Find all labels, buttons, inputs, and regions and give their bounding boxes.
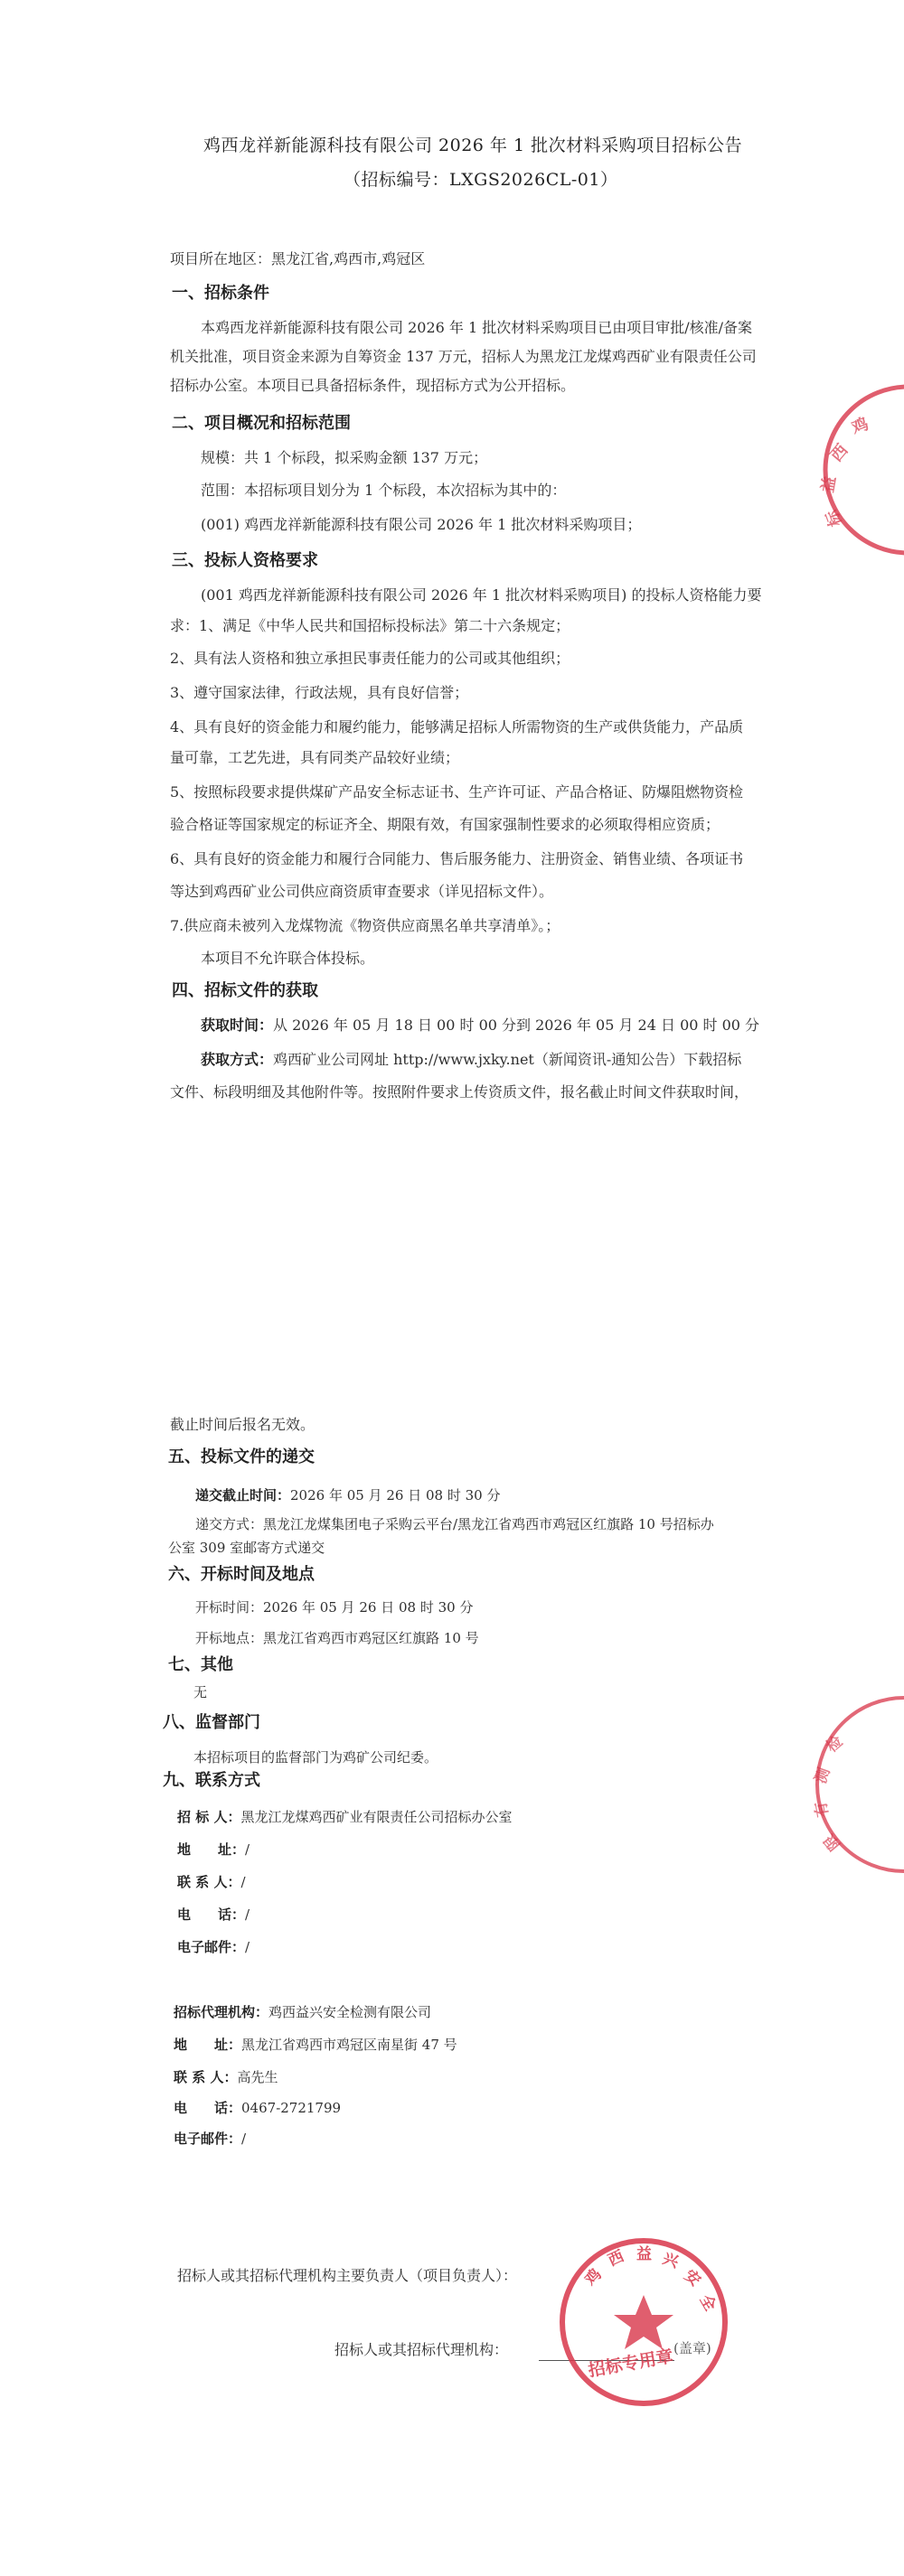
section-3-line-6: 量可靠，工艺先进，具有同类产品较好业绩； — [170, 749, 460, 766]
signature-line-organization: 招标人或其招标代理机构： — [334, 2341, 509, 2358]
opening-time — [195, 1597, 473, 1617]
red-seal-partial-top — [818, 379, 904, 560]
section-8-heading: 八、监督部门 — [163, 1713, 260, 1732]
agency-name-label: 招标代理机构： — [174, 2004, 269, 2020]
acquire-time-label: 获取时间： — [201, 1016, 274, 1034]
section-9-heading: 九、联系方式 — [163, 1771, 260, 1790]
agency-address-value: 黑龙江省鸡西市鸡冠区南星街 47 号 — [241, 2037, 457, 2053]
section-2-line-3: (001) 鸡西龙祥新能源科技有限公司 2026 年 1 批次材料采购项目； — [201, 516, 642, 533]
section-3-line-11: 7.供应商未被列入龙煤物流《物资供应商黑名单共享清单》。； — [170, 917, 560, 934]
tenderer-contact-label: 联 系 人： — [177, 1874, 241, 1890]
agency-phone-value: 0467-2721799 — [241, 2100, 342, 2116]
svg-text:西: 西 — [826, 440, 852, 466]
acquire-method-line-2: 文件、标段明细及其他附件等。按照附件要求上传资质文件，报名截止时间文件获取时间， — [170, 1083, 749, 1101]
section-8-text: 本招标项目的监督部门为鸡矿公司纪委。 — [193, 1749, 438, 1766]
section-2-heading: 二、项目概况和招标范围 — [172, 414, 351, 433]
svg-text:有: 有 — [812, 1800, 833, 1819]
red-seal-partial-middle — [805, 1690, 904, 1879]
section-3-line-1: (001 鸡西龙祥新能源科技有限公司 2026 年 1 批次材料采购项目) 的投标人资格能力要 — [201, 586, 762, 604]
acquire-time-value: 从 2026 年 05 月 18 日 00 时 00 分到 2026 年 05 月 24 日 00 时 00 分 — [273, 1016, 760, 1034]
agency-phone-label: 电 话： — [174, 2100, 242, 2116]
section-1-line-2: 机关批准，项目资金来源为自筹资金 137 万元，招标人为黑龙江龙煤鸡西矿业有限责任公司 — [170, 348, 757, 365]
section-3-line-4: 3、遵守国家法律，行政法规，具有良好信誉； — [170, 684, 469, 701]
section-3-line-5: 4、具有良好的资金能力和履约能力，能够满足招标人所需物资的生产或供货能力，产品质 — [170, 718, 744, 735]
tenderer-phone-label: 电 话： — [177, 1906, 246, 1923]
svg-text:兴: 兴 — [660, 2249, 682, 2272]
submission-method-line-2: 公室 309 室邮寄方式递交 — [168, 1540, 325, 1556]
svg-text:鸡: 鸡 — [849, 414, 871, 438]
document-acquire-method — [201, 1050, 741, 1070]
section-6-heading: 六、开标时间及地点 — [168, 1565, 315, 1584]
section-5-heading: 五、投标文件的递交 — [168, 1447, 315, 1466]
location-label: 项目所在地区： — [170, 250, 272, 267]
svg-text:益: 益 — [818, 474, 841, 494]
opening-place — [195, 1628, 479, 1648]
agency-contact-label: 联 系 人： — [174, 2069, 238, 2085]
signature-line-responsible: 招标人或其招标代理机构主要负责人（项目负责人）： — [177, 2267, 518, 2284]
agency-email-value: / — [241, 2131, 247, 2147]
document-title: 鸡西龙祥新能源科技有限公司 2026 年 1 批次材料采购项目招标公告 — [203, 136, 743, 155]
acquire-method-value: 鸡西矿业公司网址 http://www.jxky.net（新闻资讯-通知公告）下载招标 — [273, 1051, 742, 1068]
svg-text:测: 测 — [811, 1765, 834, 1786]
acquire-method-label: 获取方式： — [201, 1051, 274, 1068]
submission-deadline — [195, 1485, 500, 1505]
tenderer-contact — [177, 1872, 246, 1892]
seal-note: (盖章) — [673, 2340, 711, 2356]
submission-deadline-value: 2026 年 05 月 26 日 08 时 30 分 — [290, 1487, 501, 1503]
submission-method-label: 递交方式： — [195, 1516, 264, 1532]
section-3-line-7: 5、按照标段要求提供煤矿产品安全标志证书、生产许可证、产品合格证、防爆阻燃物资检 — [170, 783, 744, 801]
bid-number: （招标编号：LXGS2026CL-01） — [344, 170, 618, 190]
opening-place-label: 开标地点： — [195, 1630, 264, 1646]
opening-place-value: 黑龙江省鸡西市鸡冠区红旗路 10 号 — [263, 1630, 479, 1646]
section-4-heading: 四、招标文件的获取 — [172, 981, 318, 1000]
agency-contact-value: 高先生 — [237, 2069, 278, 2085]
agency-address-label: 地 址： — [174, 2037, 242, 2053]
tenderer-address-value: / — [245, 1841, 250, 1858]
svg-text:全: 全 — [695, 2291, 720, 2315]
tenderer-phone — [177, 1905, 250, 1925]
project-location — [170, 249, 425, 269]
agency-name — [174, 2002, 431, 2022]
agency-email-label: 电子邮件： — [174, 2131, 242, 2147]
section-1-line-1: 本鸡西龙祥新能源科技有限公司 2026 年 1 批次材料采购项目已由项目审批/核准/备案 — [201, 319, 753, 336]
acquire-method-line-3: 截止时间后报名无效。 — [170, 1416, 315, 1433]
svg-text:限: 限 — [820, 1830, 844, 1854]
opening-time-label: 开标时间： — [195, 1599, 264, 1616]
svg-text:标: 标 — [822, 507, 846, 529]
section-1-line-3: 招标办公室。本项目已具备招标条件，现招标方式为公开招标。 — [170, 377, 576, 394]
svg-text:检: 检 — [823, 1732, 847, 1756]
tenderer-contact-value: / — [240, 1874, 246, 1890]
section-3-line-3: 2、具有法人资格和独立承担民事责任能力的公司或其他组织； — [170, 650, 570, 667]
tenderer-name-value: 黑龙江龙煤鸡西矿业有限责任公司招标办公室 — [240, 1809, 513, 1825]
section-1-heading: 一、招标条件 — [172, 284, 269, 303]
submission-deadline-label: 递交截止时间： — [195, 1487, 291, 1503]
location-value: 黑龙江省,鸡西市,鸡冠区 — [271, 250, 426, 267]
section-3-line-10: 等达到鸡西矿业公司供应商资质审查要求（详见招标文件）。 — [170, 883, 554, 900]
svg-text:招标专用章: 招标专用章 — [587, 2346, 675, 2381]
section-3-line-8: 验合格证等国家规定的标证齐全、期限有效，有国家强制性要求的必须取得相应资质； — [170, 816, 720, 833]
opening-time-value: 2026 年 05 月 26 日 08 时 30 分 — [263, 1599, 474, 1616]
tenderer-email — [177, 1937, 250, 1957]
tenderer-email-value: / — [245, 1939, 250, 1955]
section-3-line-2: 求：1、满足《中华人民共和国招标投标法》第二十六条规定； — [170, 617, 570, 634]
agency-phone — [174, 2098, 341, 2118]
section-7-heading: 七、其他 — [168, 1655, 233, 1674]
submission-method — [195, 1514, 714, 1534]
section-7-text: 无 — [193, 1684, 208, 1700]
document-acquire-time — [201, 1016, 759, 1035]
section-2-line-1: 规模：共 1 个标段，拟采购金额 137 万元； — [201, 449, 488, 466]
agency-contact — [174, 2067, 278, 2087]
tenderer-name-label: 招 标 人： — [177, 1809, 241, 1825]
red-seal-tender-special — [553, 2232, 734, 2412]
svg-text:鸡: 鸡 — [581, 2265, 606, 2290]
section-3-line-9: 6、具有良好的资金能力和履行合同能力、售后服务能力、注册资金、销售业绩、各项证书 — [170, 850, 744, 867]
tenderer-name — [177, 1807, 512, 1827]
svg-text:益: 益 — [636, 2245, 652, 2263]
tenderer-address-label: 地 址： — [177, 1841, 246, 1858]
tenderer-email-label: 电子邮件： — [177, 1939, 246, 1955]
svg-text:西: 西 — [605, 2247, 627, 2271]
tenderer-address — [177, 1840, 250, 1859]
section-2-line-2: 范围：本招标项目划分为 1 个标段，本次招标为其中的： — [201, 482, 567, 499]
agency-name-value: 鸡西益兴安全检测有限公司 — [268, 2004, 432, 2020]
agency-address — [174, 2035, 457, 2055]
svg-text:安: 安 — [680, 2266, 704, 2290]
tenderer-phone-value: / — [245, 1906, 250, 1923]
submission-method-value: 黑龙江龙煤集团电子采购云平台/黑龙江省鸡西市鸡冠区红旗路 10 号招标办 — [263, 1516, 714, 1532]
agency-email — [174, 2129, 246, 2149]
section-3-line-12: 本项目不允许联合体投标。 — [201, 950, 375, 967]
section-3-heading: 三、投标人资格要求 — [172, 551, 318, 570]
